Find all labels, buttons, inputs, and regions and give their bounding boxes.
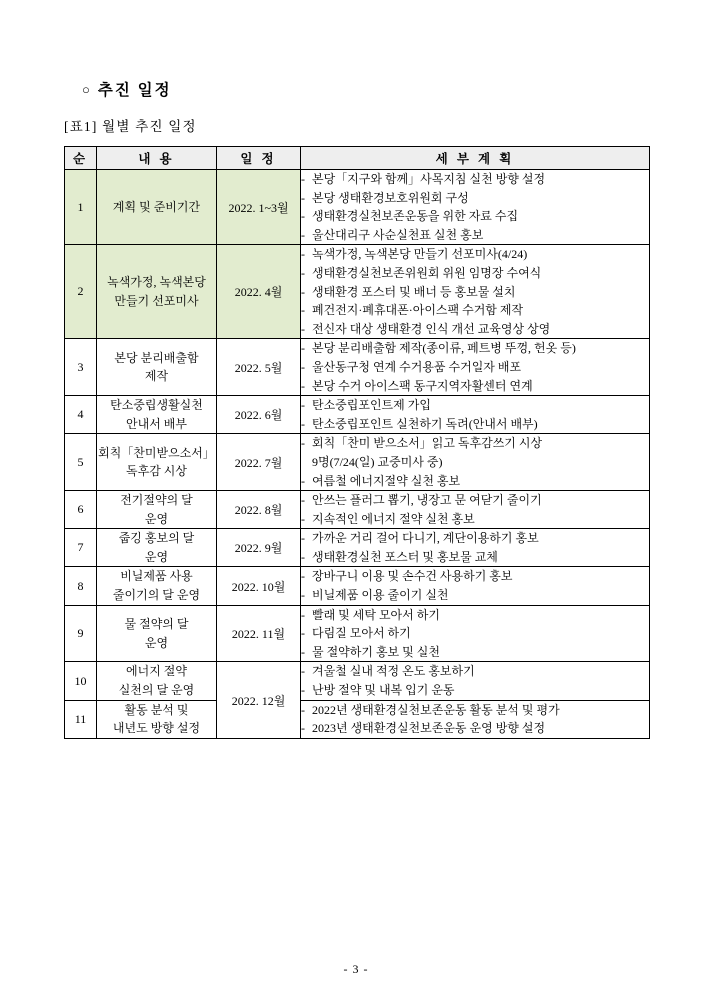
row-number: 11 (65, 700, 97, 738)
header-plan: 세 부 계 획 (301, 147, 650, 170)
row-title-line: 에너지 절약 (126, 664, 187, 679)
dash-bullet-icon: - (301, 416, 305, 431)
table-caption: [표1] 월별 추진 일정 (64, 119, 197, 134)
row-number: 2 (65, 245, 97, 339)
row-number: 7 (65, 529, 97, 567)
row-number: 4 (65, 396, 97, 434)
plan-line-text: 9명(7/24(일) 교중미사 중) (312, 454, 443, 469)
dash-bullet-icon: - (301, 569, 305, 584)
plan-line-text: 폐건전지·폐휴대폰·아이스팩 수거함 제작 (312, 303, 524, 318)
dash-bullet-icon: - (301, 549, 305, 564)
row-plan (301, 245, 650, 339)
dash-bullet-icon: - (301, 683, 305, 698)
row-plan (301, 434, 650, 491)
row-title-line: 회칙「찬미받으소서」 (98, 445, 215, 460)
plan-line (301, 377, 649, 396)
table-row (65, 567, 650, 605)
dash-bullet-icon: - (301, 531, 305, 546)
plan-line (301, 207, 649, 226)
row-title-line: 제작 (144, 369, 169, 384)
plan-line-text: 본당 수거 아이스팩 동구지역자활센터 연계 (312, 378, 533, 393)
dash-bullet-icon: - (301, 473, 305, 488)
dash-bullet-icon: - (301, 607, 305, 622)
plan-line (301, 472, 649, 491)
plan-line (301, 301, 649, 320)
plan-line-text: 난방 절약 및 내복 입기 운동 (312, 683, 455, 698)
row-title-line: 독후감 시상 (126, 464, 187, 479)
table-row (65, 170, 650, 245)
dash-bullet-icon: - (301, 511, 305, 526)
heading-text: 추진 일정 (97, 82, 172, 99)
table-row (65, 434, 650, 491)
plan-line (301, 719, 649, 738)
row-title-line: 내년도 방향 설정 (112, 721, 201, 736)
row-date: 2022. 11월 (217, 605, 301, 662)
table-row (65, 339, 650, 396)
plan-line-text: 다림질 모아서 하기 (312, 626, 411, 641)
plan-line-text: 장바구니 이용 및 손수건 사용하기 홍보 (312, 569, 513, 584)
plan-line (301, 491, 649, 510)
row-number: 8 (65, 567, 97, 605)
dash-bullet-icon: - (301, 588, 305, 603)
plan-line-text: 빨래 및 세탁 모아서 하기 (312, 607, 440, 622)
plan-line-text: 겨울철 실내 적정 온도 홍보하기 (312, 664, 475, 679)
row-title-line: 탄소중립생활실천 (110, 398, 203, 413)
row-title-line: 운영 (144, 635, 169, 650)
plan-line (301, 510, 649, 529)
plan-line (301, 170, 649, 189)
plan-line-text: 탄소중립포인트 실천하기 독려(안내서 배부) (312, 416, 538, 431)
table-row (65, 245, 650, 339)
plan-line (301, 567, 649, 586)
plan-line (301, 453, 649, 472)
row-title-line: 활동 분석 및 (124, 702, 189, 717)
row-plan (301, 662, 650, 700)
row-title-line: 만들기 선포미사 (114, 293, 199, 308)
row-title (97, 662, 217, 700)
plan-line (301, 643, 649, 662)
row-title (97, 491, 217, 529)
plan-line-text: 안쓰는 플러그 뽑기, 냉장고 문 여닫기 줄이기 (312, 493, 542, 508)
schedule-table (64, 146, 650, 739)
row-date: 2022. 7월 (217, 434, 301, 491)
plan-line (301, 339, 649, 358)
plan-line (301, 662, 649, 681)
row-title-line: 운영 (144, 511, 169, 526)
row-title (97, 434, 217, 491)
plan-line (301, 586, 649, 605)
row-title-line: 본당 분리배출함 (114, 350, 199, 365)
plan-line-text: 2022년 생태환경실천보존운동 활동 분석 및 평가 (312, 702, 560, 717)
dash-bullet-icon: - (301, 265, 305, 280)
row-plan (301, 529, 650, 567)
row-number: 9 (65, 605, 97, 662)
dash-bullet-icon: - (301, 341, 305, 356)
plan-line (301, 283, 649, 302)
row-plan (301, 170, 650, 245)
plan-line (301, 189, 649, 208)
plan-line (301, 681, 649, 700)
dash-bullet-icon: - (301, 664, 305, 679)
dash-bullet-icon: - (301, 702, 305, 717)
plan-line (301, 606, 649, 625)
plan-line (301, 358, 649, 377)
row-title-line: 실천의 달 운영 (118, 683, 195, 698)
plan-line-text: 여름철 에너지절약 실천 홍보 (312, 473, 461, 488)
plan-line-text: 본당 생태환경보호위원회 구성 (312, 190, 469, 205)
row-title-line: 줍깅 홍보의 달 (118, 531, 195, 546)
row-title (97, 245, 217, 339)
row-date: 2022. 9월 (217, 529, 301, 567)
row-date: 2022. 5월 (217, 339, 301, 396)
table-row (65, 700, 650, 738)
plan-line-text: 생태환경실천보존운동을 위한 자료 수집 (312, 209, 519, 224)
page-number: - 3 - (343, 962, 369, 976)
dash-bullet-icon: - (301, 644, 305, 659)
plan-line (301, 701, 649, 720)
row-title-line: 안내서 배부 (126, 416, 187, 431)
table-row (65, 491, 650, 529)
row-date: 2022. 12월 (217, 662, 301, 738)
row-plan (301, 605, 650, 662)
plan-line (301, 264, 649, 283)
row-plan (301, 339, 650, 396)
row-plan (301, 567, 650, 605)
row-plan (301, 491, 650, 529)
plan-line-text: 생태환경실천보존위원회 위원 임명장 수여식 (312, 265, 542, 280)
header-content: 내 용 (97, 147, 217, 170)
dash-bullet-icon: - (301, 190, 305, 205)
row-date: 2022. 6월 (217, 396, 301, 434)
plan-line-text: 본당 분리배출함 제작(종이류, 페트병 뚜껑, 헌옷 등) (312, 341, 576, 356)
heading-bullet-icon: ○ (82, 82, 92, 97)
plan-line-text: 생태환경 포스터 및 배너 등 홍보물 설치 (312, 284, 516, 299)
table-row (65, 605, 650, 662)
row-number: 3 (65, 339, 97, 396)
row-title-line: 전기절약의 달 (120, 493, 193, 508)
row-number: 6 (65, 491, 97, 529)
plan-line-text: 지속적인 에너지 절약 실천 홍보 (312, 511, 475, 526)
row-plan (301, 396, 650, 434)
row-number: 5 (65, 434, 97, 491)
plan-line-text: 탄소중립포인트제 가입 (312, 398, 431, 413)
plan-line-text: 전신자 대상 생태환경 인식 개선 교육영상 상영 (312, 321, 551, 336)
plan-line-text: 물 절약하기 홍보 및 실천 (312, 644, 440, 659)
plan-line (301, 396, 649, 415)
table-row (65, 662, 650, 700)
row-title (97, 605, 217, 662)
plan-line (301, 415, 649, 434)
row-title-line: 비닐제품 사용 (120, 569, 193, 584)
plan-line (301, 548, 649, 567)
page-heading (82, 78, 172, 100)
plan-line-text: 본당「지구와 함께」사목지침 실천 방향 설정 (312, 172, 546, 186)
dash-bullet-icon: - (301, 209, 305, 224)
dash-bullet-icon: - (301, 172, 305, 186)
row-title-line: 계획 및 준비기간 (112, 199, 201, 214)
plan-line-text: 가까운 거리 걸어 다니기, 계단이용하기 홍보 (312, 531, 539, 546)
row-title (97, 529, 217, 567)
row-date: 2022. 1~3월 (217, 170, 301, 245)
dash-bullet-icon: - (301, 626, 305, 641)
plan-line (301, 226, 649, 245)
dash-bullet-icon: - (301, 398, 305, 413)
row-title (97, 700, 217, 738)
row-title-line: 물 절약의 달 (124, 616, 189, 631)
row-title (97, 170, 217, 245)
dash-bullet-icon: - (301, 359, 305, 374)
plan-line (301, 320, 649, 339)
dash-bullet-icon: - (301, 721, 305, 736)
dash-bullet-icon: - (301, 321, 305, 336)
dash-bullet-icon: - (301, 247, 305, 262)
row-title (97, 396, 217, 434)
row-date: 2022. 10월 (217, 567, 301, 605)
header-no: 순 (65, 147, 97, 170)
header-date: 일 정 (217, 147, 301, 170)
plan-line-text: 울산동구청 연계 수거용품 수거일자 배포 (312, 359, 522, 374)
dash-bullet-icon: - (301, 303, 305, 318)
row-number: 10 (65, 662, 97, 700)
row-title-line: 운영 (144, 549, 169, 564)
plan-line-text: 울산대리구 사순실천표 실천 홍보 (312, 227, 484, 242)
row-title (97, 567, 217, 605)
plan-line (301, 624, 649, 643)
plan-line-text: 회칙「찬미 받으소서」읽고 독후감쓰기 시상 (312, 436, 543, 451)
dash-bullet-icon: - (301, 436, 305, 451)
dash-bullet-icon: - (301, 493, 305, 508)
table-header-row (65, 147, 650, 170)
dash-bullet-icon: - (301, 378, 305, 393)
table-row (65, 529, 650, 567)
plan-line (301, 529, 649, 548)
row-date: 2022. 4월 (217, 245, 301, 339)
dash-bullet-icon: - (301, 284, 305, 299)
plan-line (301, 434, 649, 453)
plan-line (301, 245, 649, 264)
plan-line-text: 2023년 생태환경실천보존운동 운영 방향 설정 (312, 721, 546, 736)
row-date: 2022. 8월 (217, 491, 301, 529)
plan-line-text: 녹색가정, 녹색본당 만들기 선포미사(4/24) (312, 247, 528, 262)
dash-bullet-icon: - (301, 227, 305, 242)
table-row (65, 396, 650, 434)
plan-line-text: 비닐제품 이용 줄이기 실천 (312, 588, 449, 603)
plan-line-text: 생태환경실천 포스터 및 홍보물 교체 (312, 549, 498, 564)
row-plan (301, 700, 650, 738)
row-title-line: 줄이기의 달 운영 (112, 588, 201, 603)
row-title-line: 녹색가정, 녹색본당 (107, 275, 206, 290)
row-title (97, 339, 217, 396)
row-number: 1 (65, 170, 97, 245)
